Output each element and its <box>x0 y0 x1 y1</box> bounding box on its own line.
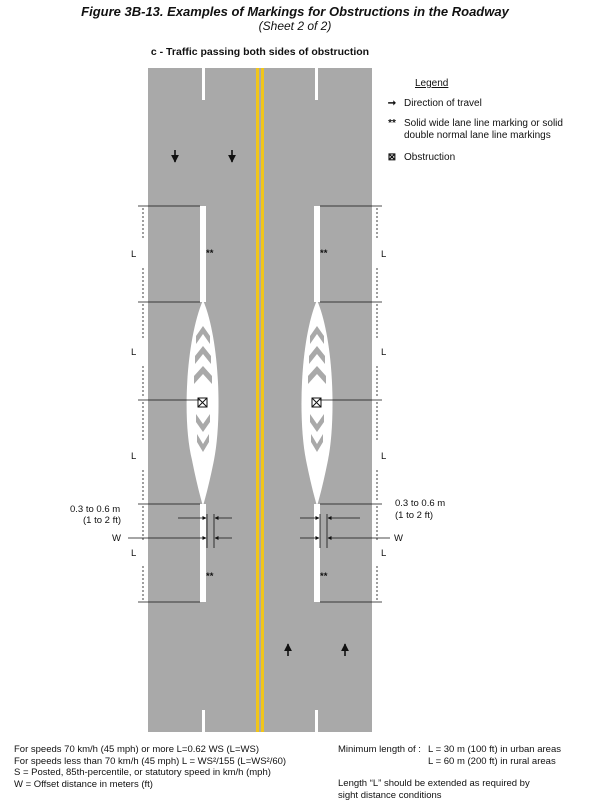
figure-title: Figure 3B-13. Examples of Markings for Obstructions in the Roadway <box>81 4 509 19</box>
offset-right-label: 0.3 to 0.6 m <box>395 498 446 509</box>
min-length-label: Minimum length of : <box>338 744 421 755</box>
offset-right-label: (1 to 2 ft) <box>395 510 434 521</box>
note-line: S = Posted, 85th-percentile, or statutory speed in km/h (mph) <box>14 767 271 778</box>
marking-symbol: ** <box>206 248 214 259</box>
obstruction-icon: ⊠ <box>387 152 397 163</box>
note-line: W = Offset distance in meters (ft) <box>14 778 153 790</box>
length-label: L <box>381 347 387 358</box>
min-length-urban: L = 30 m (100 ft) in urban areas <box>428 744 561 755</box>
formula-notes <box>14 744 334 790</box>
length-label: L <box>381 249 387 260</box>
length-label: L <box>381 451 387 462</box>
legend-title: Legend <box>415 78 449 89</box>
note-line: For speeds less than 70 km/h (45 mph) L = WS²/155 (L=WS²/60) <box>14 755 287 767</box>
legend-item-label: Obstruction <box>404 152 456 163</box>
double-asterisk-icon: ** <box>388 118 396 129</box>
marking-symbol: ** <box>320 248 328 259</box>
figure-subtitle: (Sheet 2 of 2) <box>258 19 332 33</box>
legend-item-label: Direction of travel <box>404 98 482 109</box>
marking-symbol: ** <box>206 571 214 582</box>
length-label: L <box>131 249 137 260</box>
length-label: L <box>381 548 387 559</box>
w-label-left: W <box>112 533 121 544</box>
center-line-left <box>256 68 259 732</box>
diagram-caption: c - Traffic passing both sides of obstruction <box>150 46 370 58</box>
legend-item-label: Solid wide lane line marking or solid double normal lane line markings <box>404 118 563 141</box>
extend-note: Length “L” should be extended as required by <box>338 778 530 789</box>
offset-left-label: 0.3 to 0.6 m <box>70 504 121 515</box>
w-label-right: W <box>394 533 403 544</box>
length-label: L <box>131 548 137 559</box>
length-label: L <box>131 347 137 358</box>
obstruction-left <box>198 398 207 407</box>
extend-note: sight distance conditions <box>338 789 442 801</box>
length-label: L <box>131 451 137 462</box>
marking-symbol: ** <box>320 571 328 582</box>
arrow-right-icon: ➞ <box>387 98 397 109</box>
obstruction-right <box>312 398 321 407</box>
offset-left-label: (1 to 2 ft) <box>83 515 122 526</box>
min-length-rural: L = 60 m (200 ft) in rural areas <box>428 755 556 767</box>
note-line: For speeds 70 km/h (45 mph) or more L=0.62 WS (L=WS) <box>14 744 259 755</box>
center-line-right <box>261 68 264 732</box>
length-notes <box>338 744 588 801</box>
